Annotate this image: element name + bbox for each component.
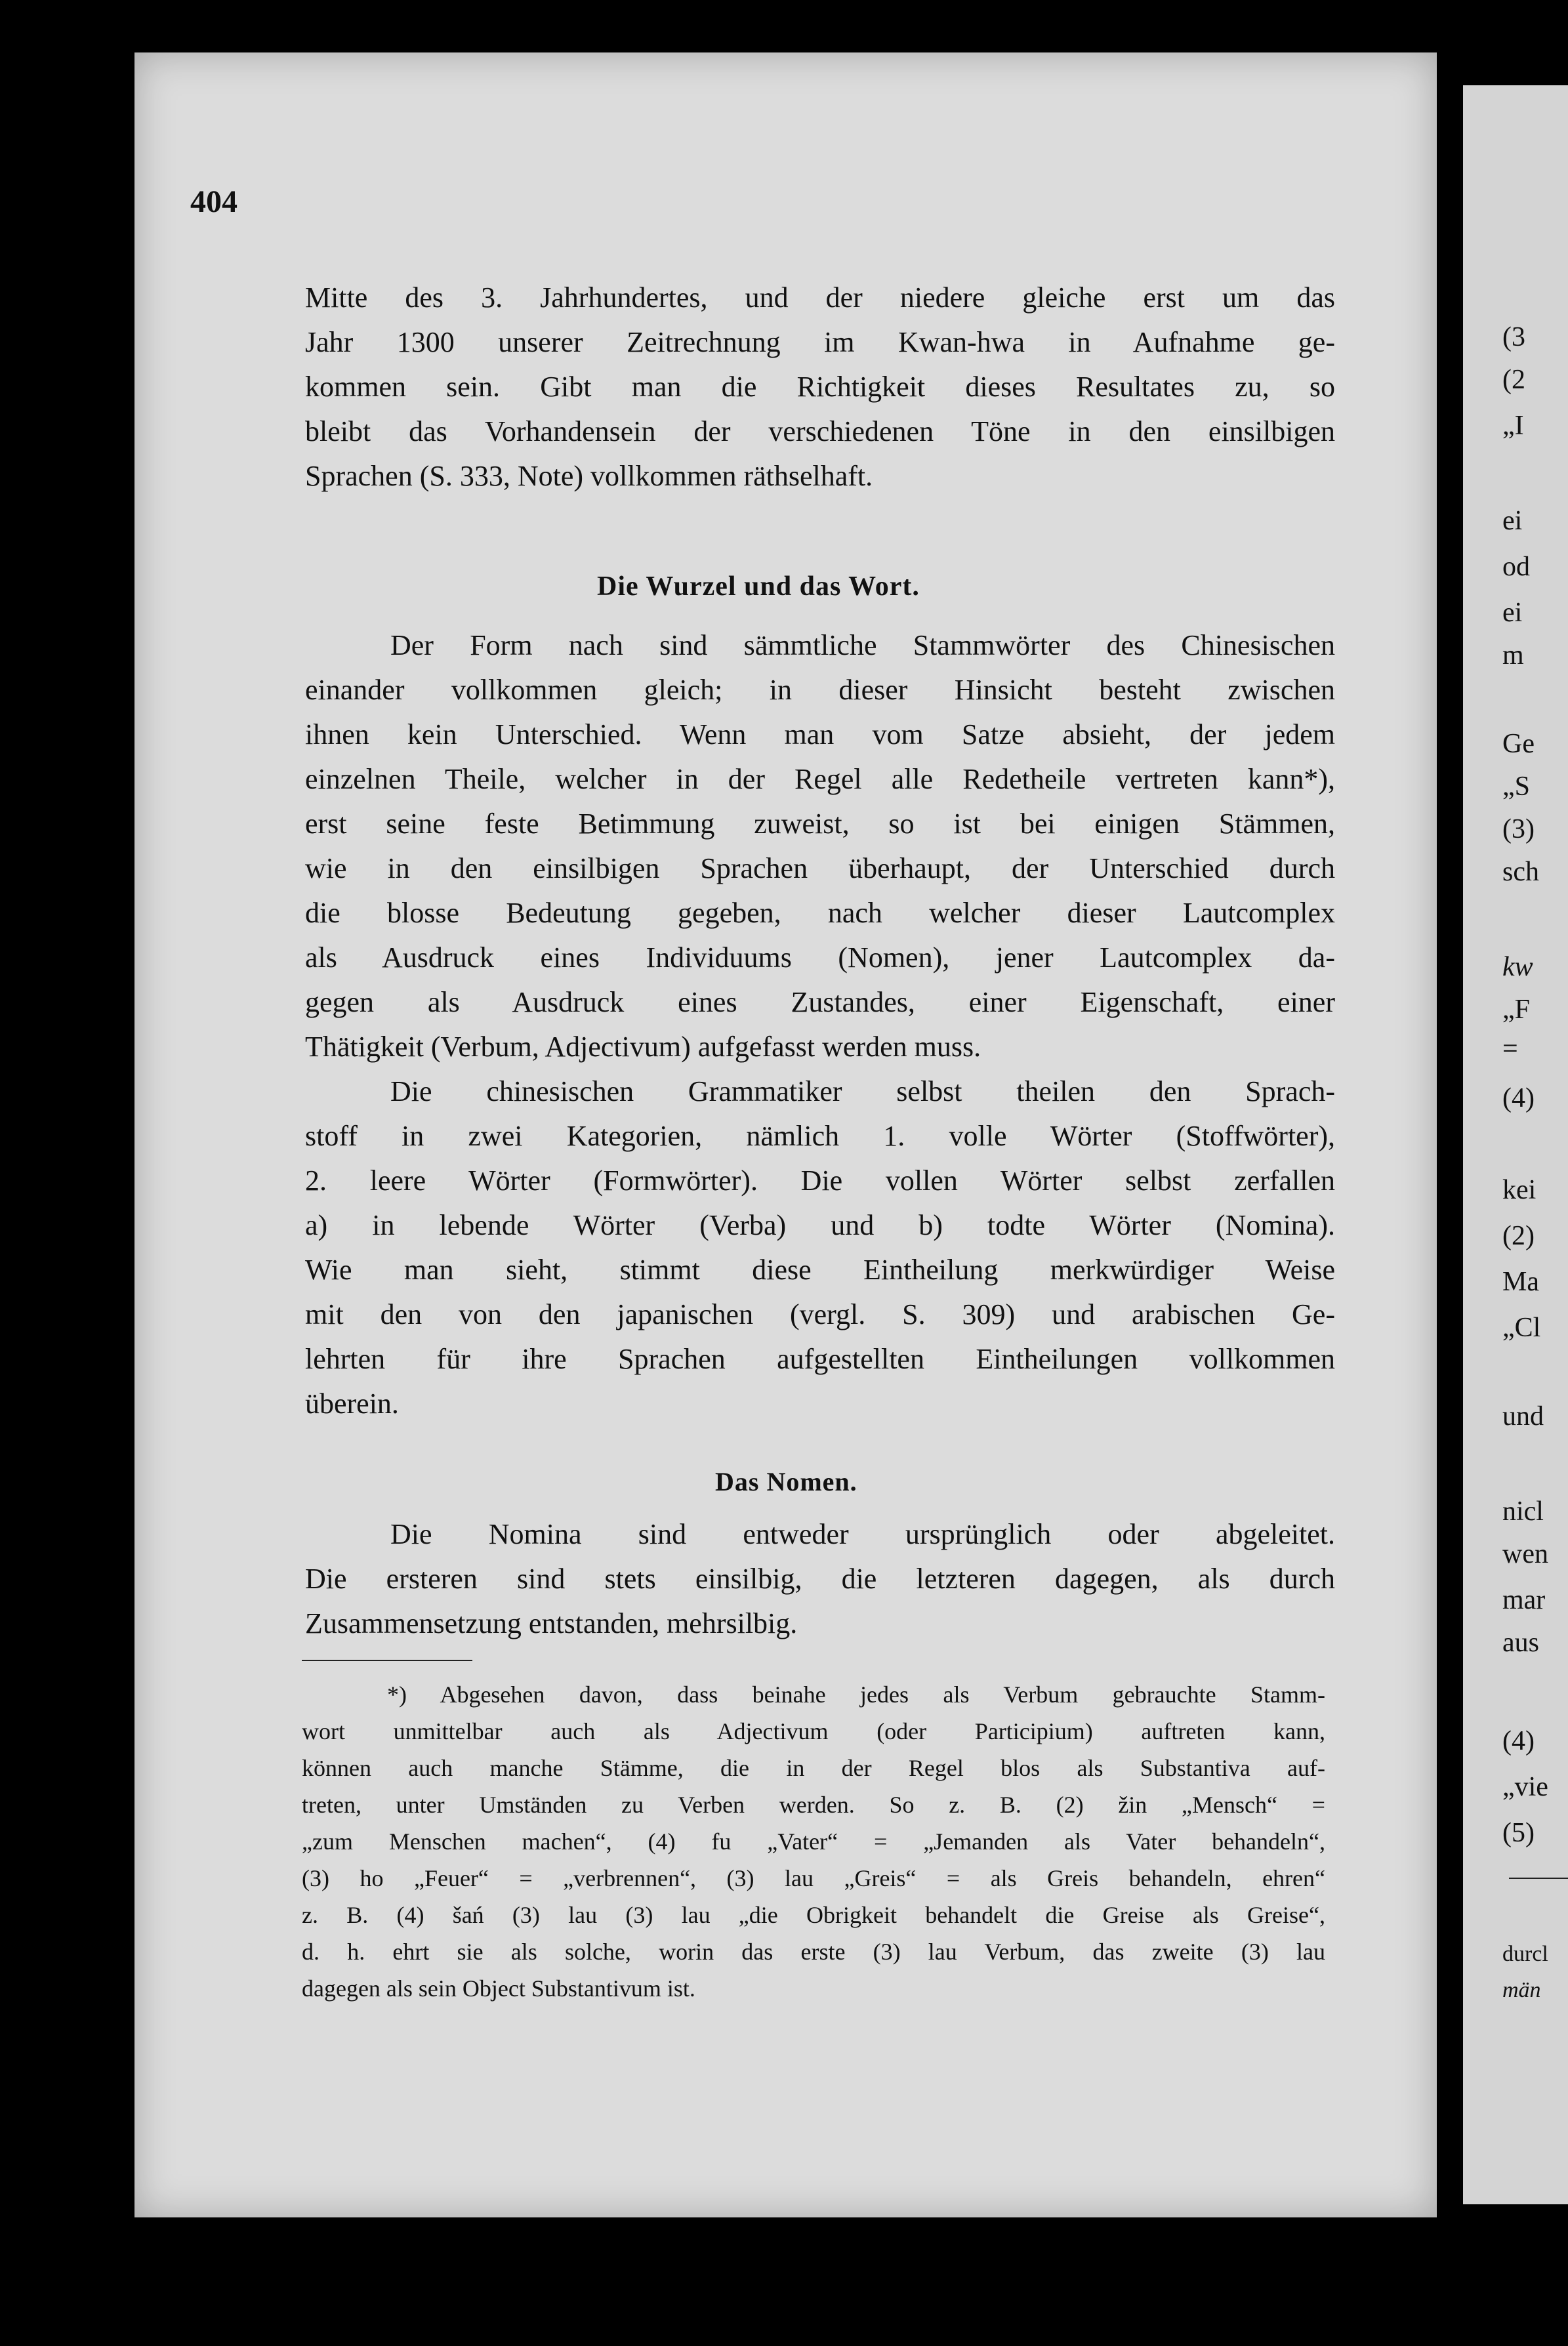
fragment: wen [1502,1539,1548,1569]
text-line: Wie man sieht, stimmt diese Eintheilung merkwürdiger Weise [305,1254,1335,1286]
text-line: Sprachen (S. 333, Note) vollkommen räthselhaft. [305,460,873,492]
fragment: ei [1502,598,1523,628]
fragment: (5) [1502,1818,1535,1848]
footnote-line: können auch manche Stämme, die in der Regel blos als Substantiva auf- [302,1755,1325,1781]
paragraph-2 [305,623,1335,1069]
fragment: „S [1502,772,1530,802]
text-line: einzelnen Theile, welcher in der Regel alle Redetheile vertreten kann*), [305,763,1335,795]
text-line: Die chinesischen Grammatiker selbst theilen den Sprach- [390,1075,1335,1107]
footnote [302,1676,1325,2007]
fragment: kw [1502,952,1533,982]
fragment: (2 [1502,365,1525,395]
section-heading-wurzel: Die Wurzel und das Wort. [597,571,920,602]
text-line: mit den von den japanischen (vergl. S. 309) und arabischen Ge- [305,1298,1335,1330]
adjacent-page-text [1502,0,1568,2346]
page-number: 404 [190,184,237,219]
text-line: Die ersteren sind stets einsilbig, die letzteren dagegen, als durch [305,1563,1335,1595]
text-line: einander vollkommen gleich; in dieser Hinsicht besteht zwischen [305,674,1335,706]
section-heading-nomen: Das Nomen. [715,1467,857,1496]
footnote-divider [302,1660,472,1661]
text-line: 2. leere Wörter (Formwörter). Die vollen Wörter selbst zerfallen [305,1164,1335,1197]
fragment: mar [1502,1585,1546,1615]
text-line: Die Nomina sind entweder ursprünglich oder abgeleitet. [390,1518,1335,1550]
fragment: män [1502,1978,1541,2002]
fragment: „vie [1502,1772,1548,1802]
fragment: = [1502,1034,1518,1064]
paragraph-3 [305,1069,1335,1426]
fragment: sch [1502,857,1539,887]
paragraph-1 [305,276,1335,499]
fragment: und [1502,1401,1544,1431]
fragment: od [1502,552,1530,582]
text-line: als Ausdruck eines Individuums (Nomen), jener Lautcomplex da- [305,941,1335,974]
footnote-line: *) Abgesehen davon, dass beinahe jedes als Verbum gebrauchte Stamm- [387,1681,1325,1708]
text-line: bleibt das Vorhandensein der verschiedenen Töne in den einsilbigen [305,415,1335,447]
fragment: „Cl [1502,1313,1541,1343]
paragraph-4 [305,1512,1335,1646]
fragment: nicl [1502,1496,1544,1527]
fragment: „F [1502,995,1530,1025]
fragment: kei [1502,1175,1537,1205]
text-line: gegen als Ausdruck eines Zustandes, einer Eigenschaft, einer [305,986,1335,1018]
text-line: die blosse Bedeutung gegeben, nach welcher dieser Lautcomplex [305,897,1335,929]
fragment: (4) [1502,1726,1535,1756]
text-line: Zusammensetzung entstanden, mehrsilbig. [305,1607,798,1639]
text-line: Jahr 1300 unserer Zeitrechnung im Kwan-hwa in Aufnahme ge- [305,326,1335,358]
text-line: stoff in zwei Kategorien, nämlich 1. volle Wörter (Stoffwörter), [305,1120,1335,1152]
fragment: aus [1502,1628,1539,1658]
text-line: lehrten für ihre Sprachen aufgestellten Eintheilungen vollkommen [305,1343,1335,1375]
fragment: „I [1502,411,1524,441]
fragment: m [1502,640,1524,670]
footnote-line: d. h. ehrt sie als solche, worin das erste (3) lau Verbum, das zweite (3) lau [302,1939,1325,1965]
footnote-line: (3) ho „Feuer“ = „verbrennen“, (3) lau „Greis“ = als Greis behandeln, ehren“ [302,1865,1325,1891]
fragment: Ma [1502,1267,1539,1297]
footnote-line: z. B. (4) šań (3) lau (3) lau „die Obrigkeit behandelt die Greise als Greise“, [302,1902,1325,1928]
fragment: (4) [1502,1083,1535,1113]
fragment: (3) [1502,814,1535,844]
fragment: Ge [1502,729,1535,759]
text-line: überein. [305,1388,399,1420]
text-line: Mitte des 3. Jahrhundertes, und der niedere gleiche erst um das [305,281,1335,314]
footnote-line: wort unmittelbar auch als Adjectivum (oder Participium) auftreten kann, [302,1718,1325,1744]
text-line: erst seine feste Betimmung zuweist, so ist bei einigen Stämmen, [305,808,1335,840]
fragment: durcl [1502,1942,1548,1966]
footnote-line: „zum Menschen machen“, (4) fu „Vater“ = „Jemanden als Vater behandeln“, [302,1828,1325,1855]
text-line: Der Form nach sind sämmtliche Stammwörter des Chinesischen [390,629,1335,661]
fragment: (3 [1502,322,1525,352]
fragment: (2) [1502,1221,1535,1251]
fragment: ei [1502,506,1523,536]
text-line: wie in den einsilbigen Sprachen überhaupt, der Unterschied durch [305,852,1335,884]
text-line: Thätigkeit (Verbum, Adjectivum) aufgefasst werden muss. [305,1031,981,1063]
text-line: a) in lebende Wörter (Verba) und b) todte Wörter (Nomina). [305,1209,1335,1241]
adjacent-footnote-divider [1509,1878,1568,1879]
text-line: ihnen kein Unterschied. Wenn man vom Satze absieht, der jedem [305,718,1335,751]
footnote-line: dagegen als sein Object Substantivum ist. [302,1975,695,2002]
footnote-line: treten, unter Umständen zu Verben werden. So z. B. (2) žin „Mensch“ = [302,1792,1325,1818]
text-line: kommen sein. Gibt man die Richtigkeit dieses Resultates zu, so [305,371,1335,403]
